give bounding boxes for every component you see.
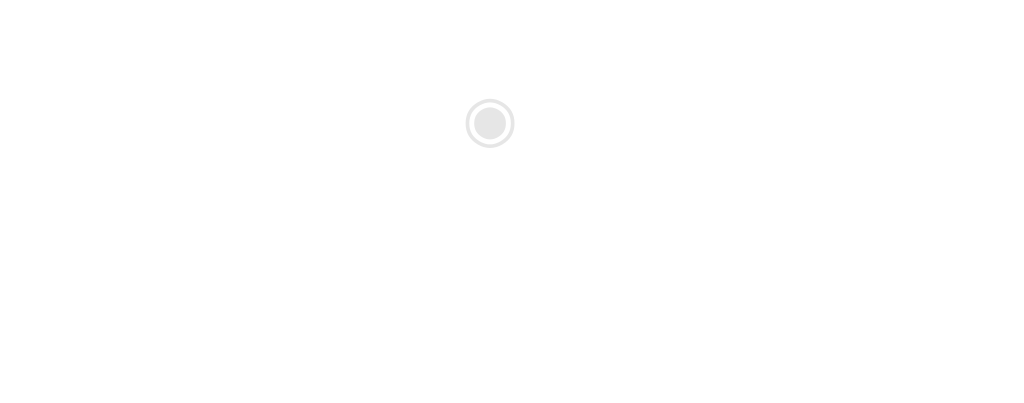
intro-paragraph (14, 26, 1010, 39)
property-condition-paragraph (14, 77, 1010, 90)
contact-paragraph (14, 111, 1010, 124)
notice-title (14, 6, 1010, 22)
property-heading (14, 43, 1010, 56)
signature-name (14, 137, 1010, 150)
signature-title (14, 124, 1010, 137)
auction-terms-paragraph (14, 94, 1010, 107)
svg-text:◉: ◉ (462, 82, 518, 156)
property-description-paragraph (14, 60, 1010, 73)
